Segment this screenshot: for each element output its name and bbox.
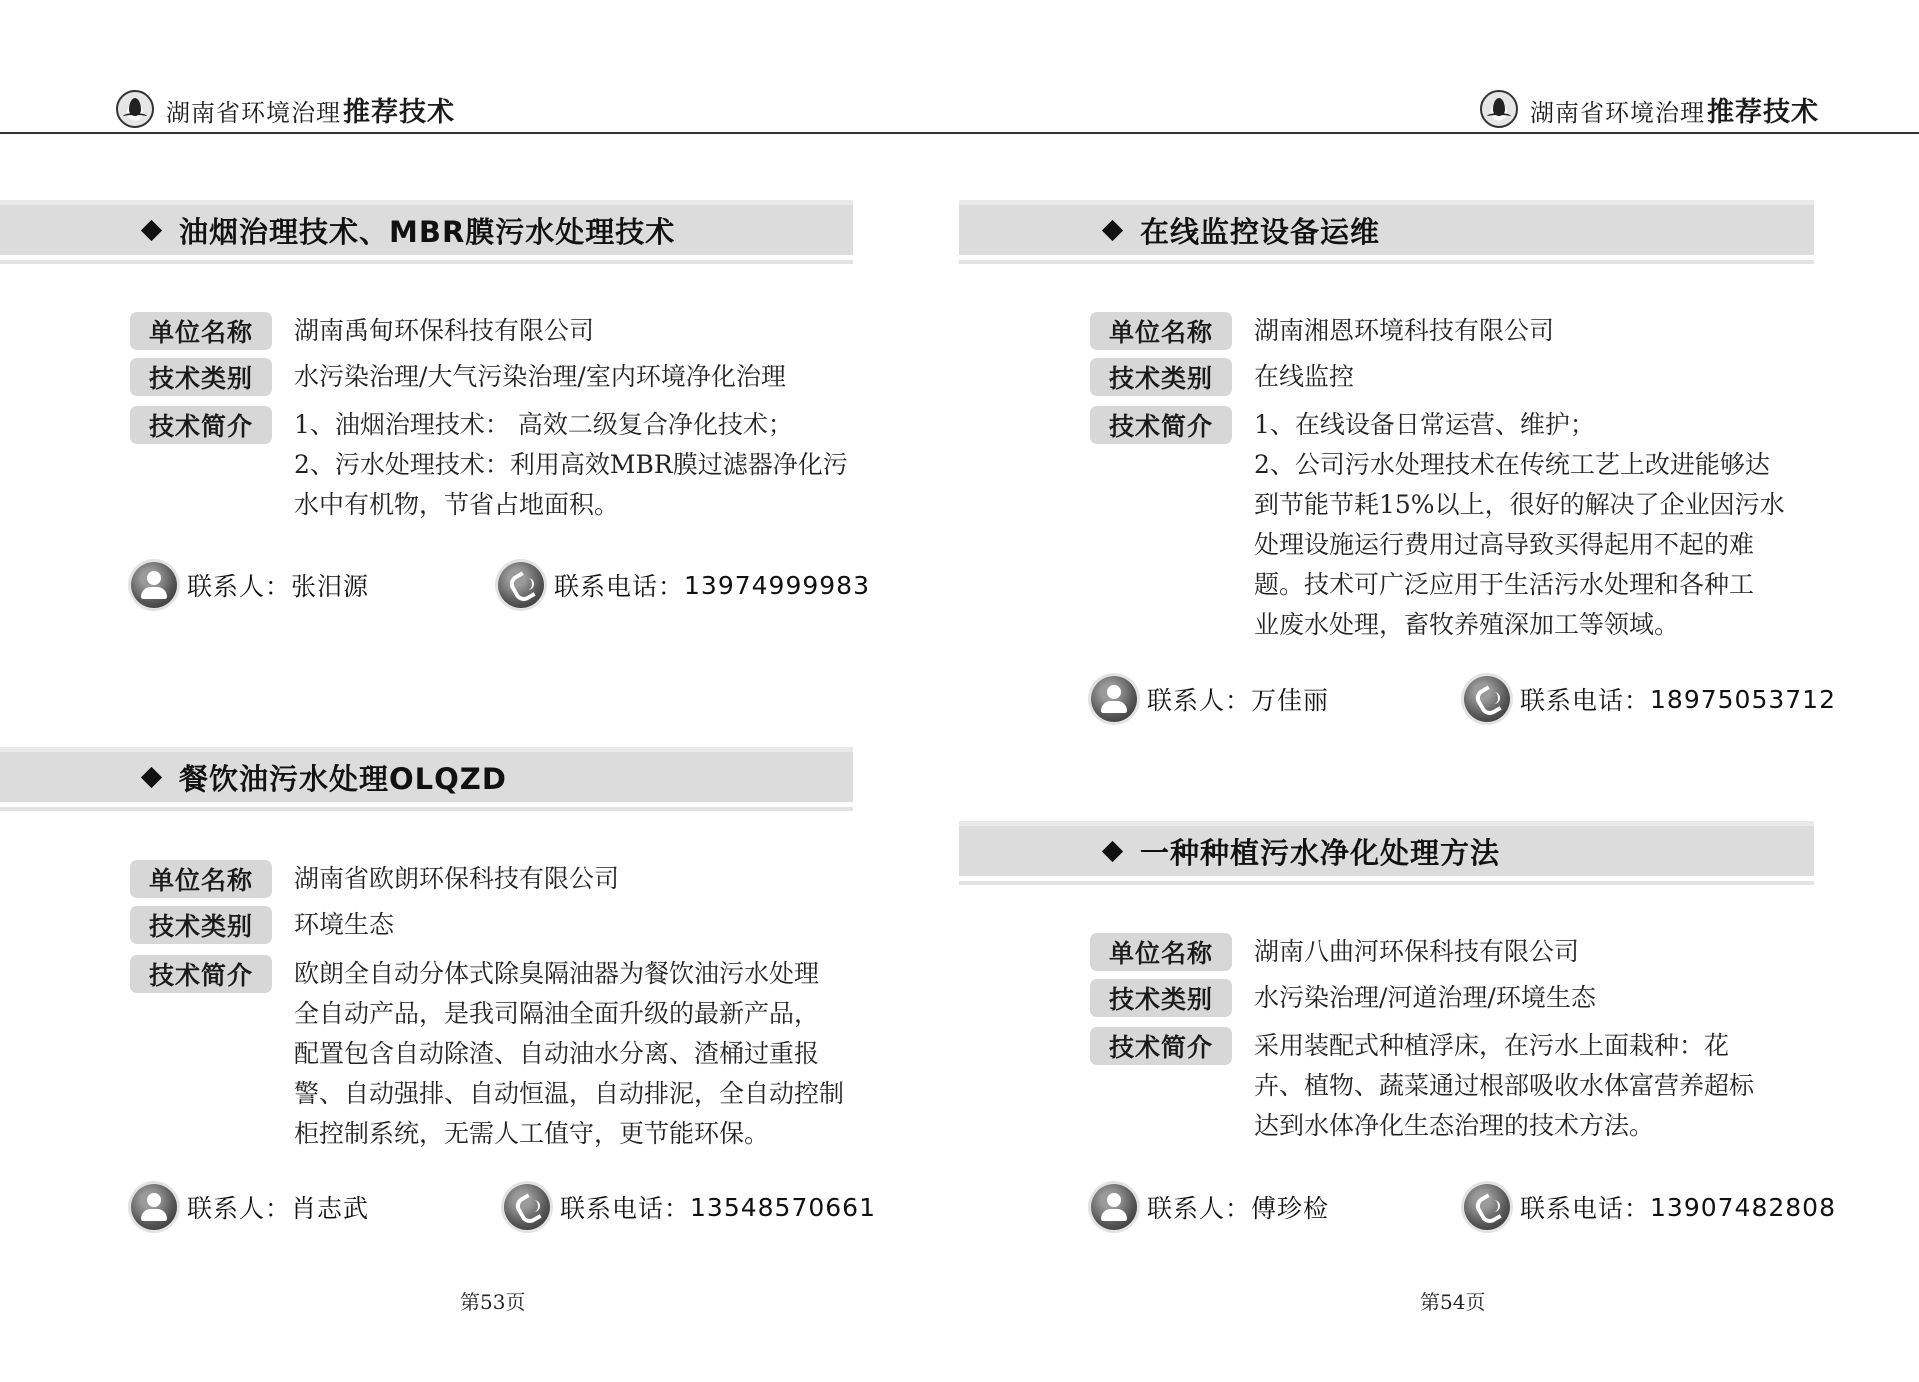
phone-icon xyxy=(498,562,544,608)
person-icon xyxy=(1091,676,1137,722)
intro-line: 1、在线设备日常运营、维护； xyxy=(1254,410,1595,439)
intro-label: 技术简介 xyxy=(1090,406,1232,444)
logo-icon xyxy=(116,90,154,128)
intro-label: 技术简介 xyxy=(130,406,272,444)
intro-line: 采用装配式种植浮床，在污水上面栽种：花 xyxy=(1254,1031,1730,1060)
section-title: 油烟治理技术、MBR膜污水处理技术 xyxy=(179,214,676,249)
intro-line: 全自动产品，是我司隔油全面升级的最新产品， xyxy=(294,999,820,1028)
intro-row xyxy=(130,955,864,1154)
page-number-left: 第53页 xyxy=(460,1290,526,1314)
diamond-bullet-icon xyxy=(1102,219,1123,240)
contact-person-label: 联系人： xyxy=(1147,1194,1252,1223)
header-title: 湖南省环境治理推荐技术 xyxy=(1530,96,1819,128)
intro-text xyxy=(294,405,854,525)
contact-person xyxy=(131,1183,369,1231)
contact-phone-number: 13974999983 xyxy=(684,570,870,600)
intro-line: 题。技术可广泛应用于生活污水处理和各种工 xyxy=(1254,570,1755,599)
intro-line: 达到水体净化生态治理的技术方法。 xyxy=(1254,1111,1655,1140)
intro-line: 卉、植物、蔬菜通过根部吸收水体富营养超标 xyxy=(1254,1071,1755,1100)
intro-text xyxy=(1254,1026,1814,1146)
section-title: 在线监控设备运维 xyxy=(1140,214,1381,249)
contact-phone xyxy=(504,1183,876,1231)
intro-line: 业废水处理，畜牧养殖深加工等领域。 xyxy=(1254,610,1680,639)
contact-person-name: 傅珍检 xyxy=(1251,1194,1330,1223)
intro-row xyxy=(1090,1027,1814,1146)
category-label: 技术类别 xyxy=(130,906,272,944)
contact-person xyxy=(131,561,369,609)
unit-row xyxy=(1090,312,1554,351)
diamond-bullet-icon xyxy=(141,766,162,787)
intro-line: 水中有机物，节省占地面积。 xyxy=(294,490,620,519)
intro-row xyxy=(1090,406,1814,645)
unit-row xyxy=(130,860,619,899)
section-title-bar xyxy=(0,747,853,807)
category-row xyxy=(130,906,394,945)
contact-person xyxy=(1091,675,1329,723)
diamond-bullet-icon xyxy=(1102,840,1123,861)
contact-phone-label: 联系电话： xyxy=(1520,686,1651,715)
category-value: 在线监控 xyxy=(1254,362,1355,391)
person-icon xyxy=(131,562,177,608)
intro-label: 技术简介 xyxy=(1090,1027,1232,1065)
contact-phone xyxy=(498,561,870,609)
category-value: 环境生态 xyxy=(294,910,395,939)
category-value: 水污染治理/河道治理/环境生态 xyxy=(1254,983,1596,1012)
intro-text xyxy=(294,954,864,1154)
unit-row xyxy=(1090,933,1579,972)
running-header-right xyxy=(1480,84,1819,134)
category-row xyxy=(130,358,786,397)
category-label: 技术类别 xyxy=(130,358,272,396)
contact-person-name: 万佳丽 xyxy=(1251,686,1330,715)
contact-person-name: 张汨源 xyxy=(291,572,370,601)
intro-line: 处理设施运行费用过高导致买得起用不起的难 xyxy=(1254,530,1755,559)
unit-label: 单位名称 xyxy=(1090,312,1232,350)
contact-person-label: 联系人： xyxy=(1147,686,1252,715)
contact-phone xyxy=(1464,1183,1836,1231)
contact-phone-label: 联系电话： xyxy=(560,1194,691,1223)
unit-label: 单位名称 xyxy=(130,312,272,350)
contact-person xyxy=(1091,1183,1329,1231)
section-title-bar xyxy=(959,821,1814,881)
unit-value: 湖南八曲河环保科技有限公司 xyxy=(1254,937,1580,966)
logo-icon xyxy=(1480,90,1518,128)
category-row xyxy=(1090,358,1354,397)
phone-icon xyxy=(1464,676,1510,722)
intro-line: 柜控制系统，无需人工值守，更节能环保。 xyxy=(294,1119,770,1148)
diamond-bullet-icon xyxy=(141,219,162,240)
category-label: 技术类别 xyxy=(1090,979,1232,1017)
contact-phone xyxy=(1464,675,1836,723)
section-title-bar xyxy=(959,200,1814,260)
header-title: 湖南省环境治理推荐技术 xyxy=(166,96,455,128)
contact-phone-label: 联系电话： xyxy=(554,572,685,601)
contact-person-label: 联系人： xyxy=(187,1194,292,1223)
section-title-bar xyxy=(0,200,853,260)
unit-value: 湖南禹甸环保科技有限公司 xyxy=(294,316,595,345)
contact-phone-label: 联系电话： xyxy=(1520,1194,1651,1223)
person-icon xyxy=(131,1184,177,1230)
contact-person-name: 肖志武 xyxy=(291,1194,370,1223)
category-row xyxy=(1090,979,1596,1018)
contact-person-label: 联系人： xyxy=(187,572,292,601)
intro-line: 配置包含自动除渣、自动油水分离、渣桶过重报 xyxy=(294,1039,820,1068)
intro-row xyxy=(130,406,854,525)
category-value: 水污染治理/大气污染治理/室内环境净化治理 xyxy=(294,362,786,391)
header-divider xyxy=(0,132,1919,134)
intro-line: 1、油烟治理技术： 高效二级复合净化技术； xyxy=(294,410,793,439)
contact-phone-number: 13907482808 xyxy=(1650,1192,1836,1222)
contact-phone-number: 18975053712 xyxy=(1650,684,1836,714)
intro-line: 2、污水处理技术：利用高效MBR膜过滤器净化污 xyxy=(294,450,848,479)
intro-line: 欧朗全自动分体式除臭隔油器为餐饮油污水处理 xyxy=(294,959,820,988)
unit-row xyxy=(130,312,594,351)
intro-text xyxy=(1254,405,1814,645)
person-icon xyxy=(1091,1184,1137,1230)
intro-line: 2、公司污水处理技术在传统工艺上改进能够达 xyxy=(1254,450,1770,479)
section-title: 餐饮油污水处理OLQZD xyxy=(179,761,507,796)
category-label: 技术类别 xyxy=(1090,358,1232,396)
unit-label: 单位名称 xyxy=(1090,933,1232,971)
unit-label: 单位名称 xyxy=(130,860,272,898)
unit-value: 湖南湘恩环境科技有限公司 xyxy=(1254,316,1555,345)
phone-icon xyxy=(1464,1184,1510,1230)
intro-line: 警、自动强排、自动恒温，自动排泥，全自动控制 xyxy=(294,1079,845,1108)
contact-phone-number: 13548570661 xyxy=(690,1192,876,1222)
unit-value: 湖南省欧朗环保科技有限公司 xyxy=(294,864,620,893)
page-number-right: 第54页 xyxy=(1420,1290,1486,1314)
intro-label: 技术简介 xyxy=(130,955,272,993)
section-title: 一种种植污水净化处理方法 xyxy=(1140,835,1501,870)
intro-line: 到节能节耗15%以上，很好的解决了企业因污水 xyxy=(1254,490,1785,519)
running-header-left xyxy=(116,84,455,134)
phone-icon xyxy=(504,1184,550,1230)
